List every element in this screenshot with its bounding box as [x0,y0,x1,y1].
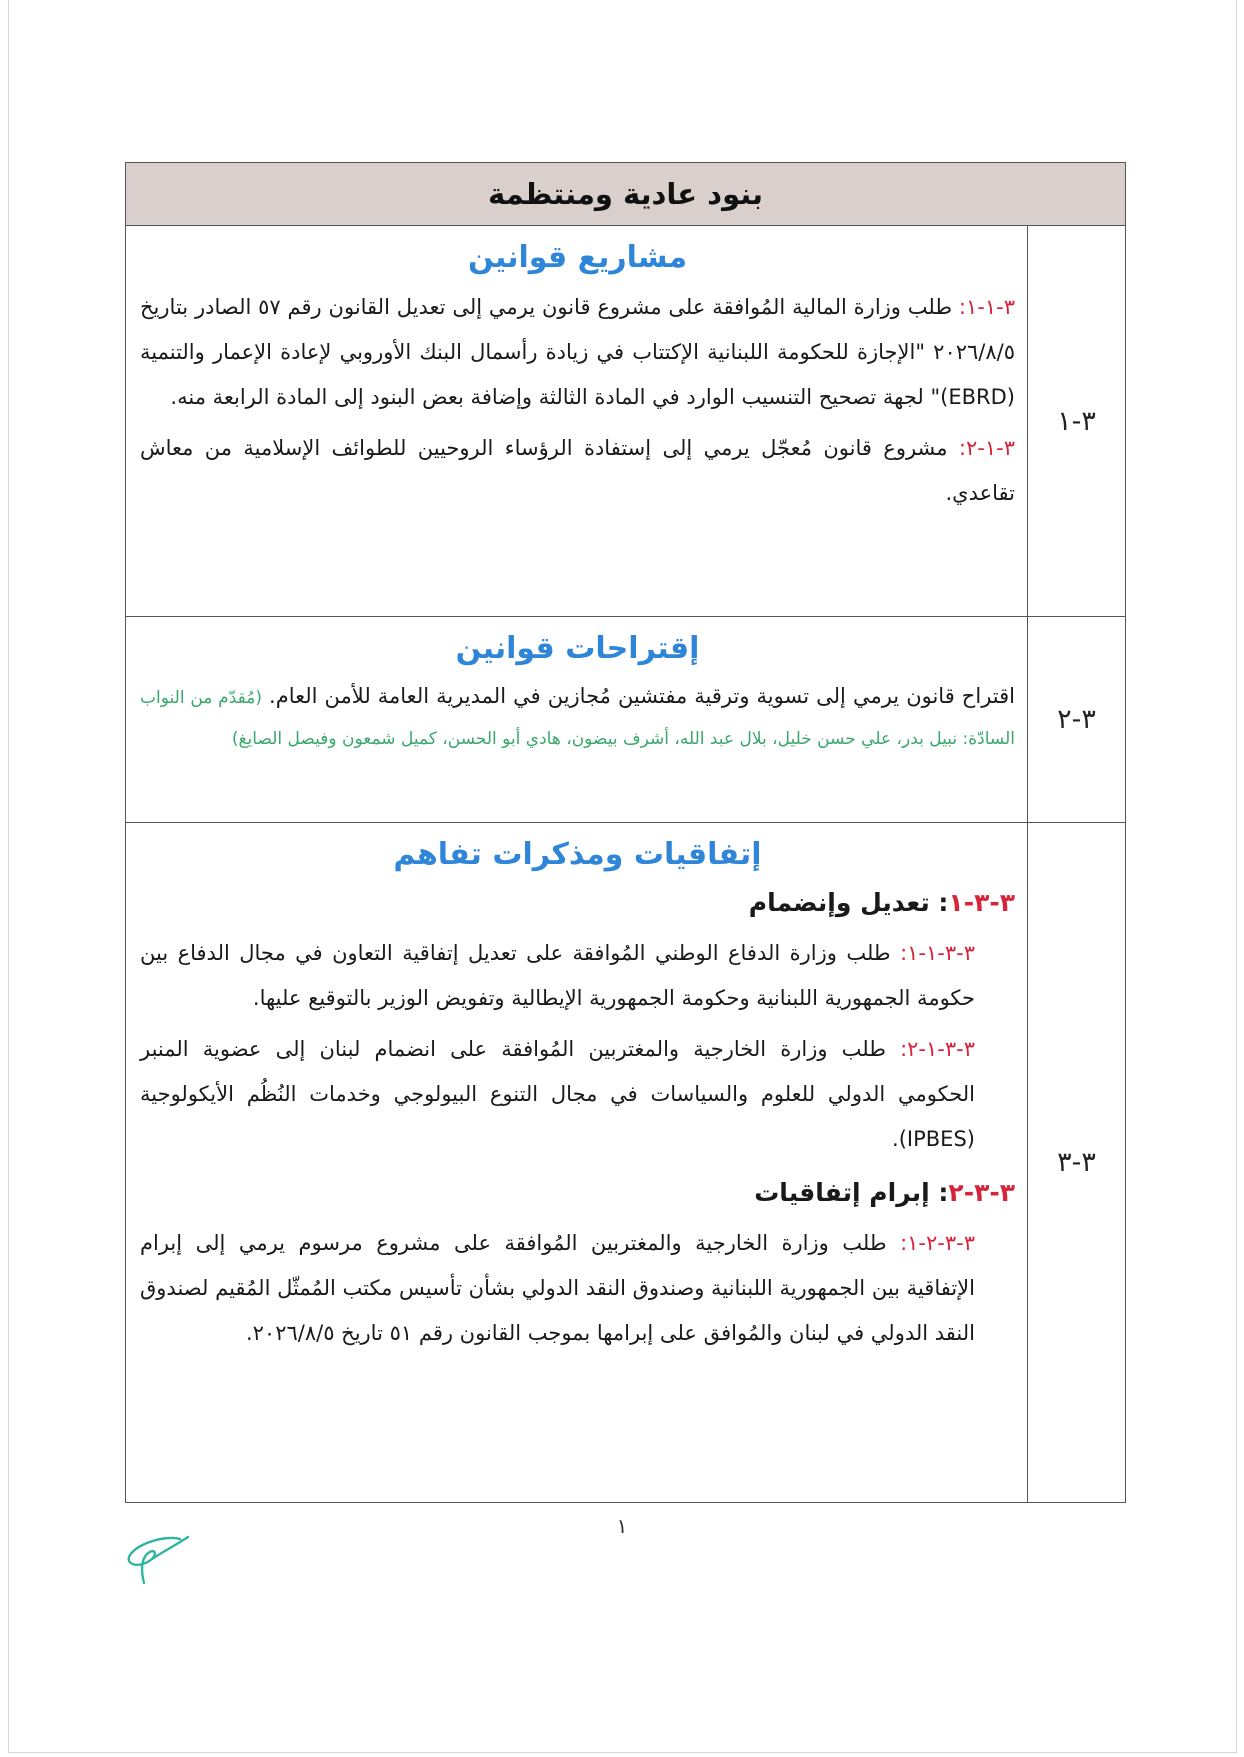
item-number: ٣-٣-٢-١: [900,1231,975,1255]
agenda-item [140,1027,975,1162]
item-text: اقتراح قانون يرمي إلى تسوية وترقية مفتشين مُجازين في المديرية العامة للأمن العام. [269,684,1015,708]
table-row [126,823,1126,1503]
subsection-heading [140,1178,1015,1207]
item-text: طلب وزارة الخارجية والمغتربين المُوافقة على مشروع مرسوم يرمي إلى إبرام الإتفاقية بين الجمهورية اللبنانية وصندوق النقد الدولي بشأن تأسيس مكتب المُمثّل المُقيم لصندوق النقد الدولي في لبنان والمُوافق على إبرامها بموجب القانون رقم ٥١ تاريخ ٢٠٢٦/٨/٥. [140,1231,975,1345]
item-text: طلب وزارة المالية المُوافقة على مشروع قانون يرمي إلى تعديل القانون رقم ٥٧ الصادر بتاريخ ٢٠٢٦/٨/٥ "الإجازة للحكومة اللبنانية الإكتتاب في زيادة رأسمال البنك الأوروبي لإعادة الإعمار والتنمية (EBRD)" لجهة تصحيح التنسيب الوارد في المادة الثالثة وإضافة بعض البنود إلى المادة الرابعة منه. [140,295,1015,409]
section-number: ٣-١ [1028,226,1126,617]
item-text: مشروع قانون مُعجّل يرمي إلى إستفادة الرؤساء الروحيين للطوائف الإسلامية من معاش تقاعدي. [140,436,1015,505]
sponsors-note: (مُقدّم من النواب السادّة: نبيل بدر، علي حسن خليل، بلال عبد الله، أشرف بيضون، هادي أبو الحسن، كميل شمعون وفيصل الصايغ) [140,688,1015,749]
table-row [126,617,1126,823]
subsection-title: : تعديل وإنضمام [748,888,949,917]
agenda-table [125,162,1126,1503]
section-heading: إقتراحات قوانين [455,631,700,666]
section-content [126,226,1028,617]
item-text: طلب وزارة الدفاع الوطني المُوافقة على تعديل إتفاقية التعاون في مجال الدفاع بين حكومة الجمهورية اللبنانية وحكومة الجمهورية الإيطالية وتفويض الوزير بالتوقيع عليها. [140,941,975,1010]
section-content [126,617,1028,823]
agenda-item [140,285,1015,420]
agenda-item [140,676,1015,758]
subsection-number: ٣-٣-٢ [948,1178,1015,1207]
table-row [126,226,1126,617]
section-heading: مشاريع قوانين [467,240,688,275]
section-number: ٣-٣ [1028,823,1126,1503]
section-heading: إتفاقيات ومذكرات تفاهم [393,837,762,872]
item-text: طلب وزارة الخارجية والمغتربين المُوافقة على انضمام لبنان إلى عضوية المنبر الحكومي الدولي للعلوم والسياسات في مجال التنوع البيولوجي وخدمات النُظُم الأيكولوجية (IPBES). [140,1037,975,1151]
table-title: بنود عادية ومنتظمة [126,163,1126,226]
item-number: ٣-١-٢: [958,436,1015,460]
section-content [126,823,1028,1503]
page-number: ١ [616,1514,628,1538]
item-number: ٣-٣-١-١: [900,941,975,965]
subsection-heading [140,888,1015,917]
signature-mark [118,1525,198,1585]
subsection-number: ٣-٣-١ [948,888,1015,917]
item-number: ٣-١-١: [958,295,1015,319]
subsection-title: : إبرام إتفاقيات [754,1178,949,1207]
agenda-item [140,426,1015,516]
item-number: ٣-٣-١-٢: [900,1037,975,1061]
section-number: ٣-٢ [1028,617,1126,823]
agenda-item [140,931,975,1021]
agenda-item [140,1221,975,1356]
